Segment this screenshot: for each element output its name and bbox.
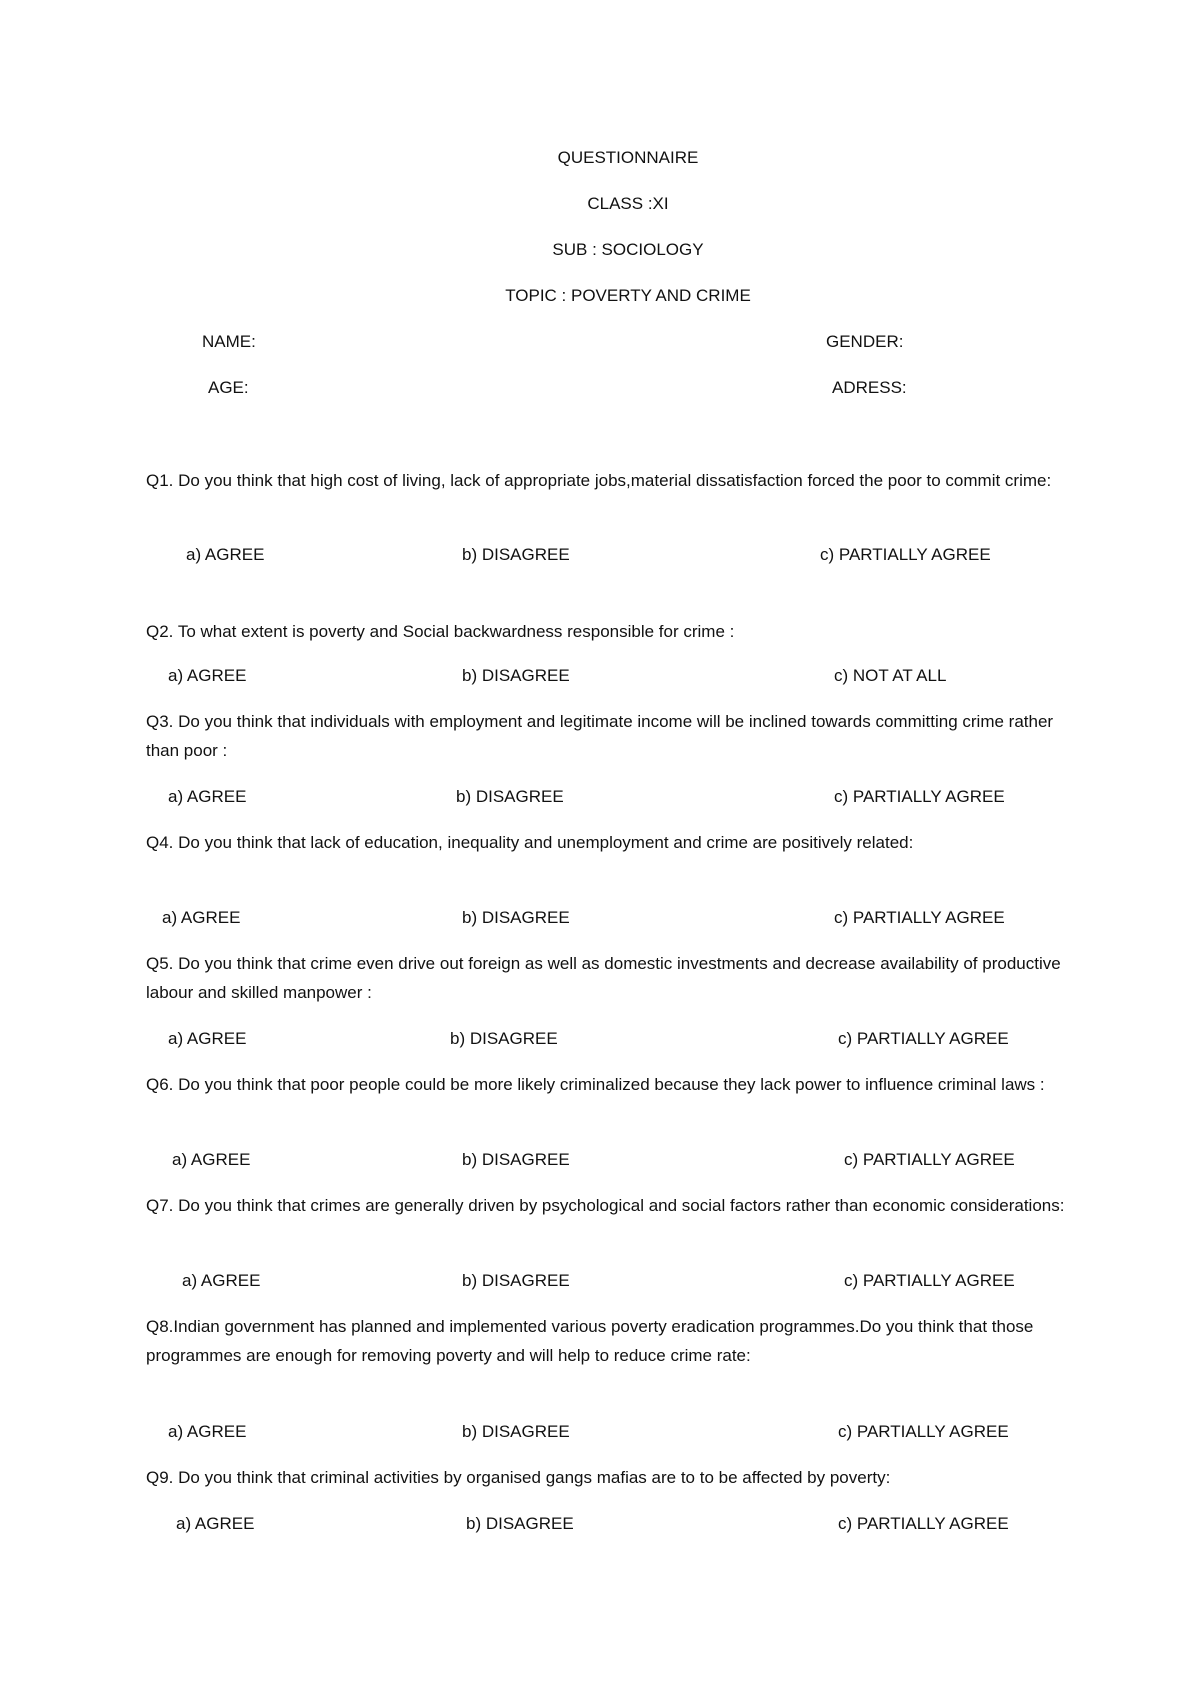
option-partially-agree[interactable]: c) PARTIALLY AGREE xyxy=(838,1029,1009,1048)
option-partially-agree[interactable]: c) PARTIALLY AGREE xyxy=(844,1150,1015,1169)
option-disagree[interactable]: b) DISAGREE xyxy=(456,787,564,806)
question-3-options xyxy=(0,787,1200,811)
question-text: Do you think that high cost of living, lack of appropriate jobs,material dissatisfaction forced the poor to commit crime: xyxy=(173,471,1052,490)
question-2 xyxy=(146,617,1066,646)
option-disagree[interactable]: b) DISAGREE xyxy=(462,666,570,685)
address-field-label: ADRESS: xyxy=(832,378,907,397)
question-text: Do you think that poor people could be more likely criminalized because they lack power to influence criminal laws : xyxy=(173,1075,1045,1094)
option-disagree[interactable]: b) DISAGREE xyxy=(462,908,570,927)
question-text: To what extent is poverty and Social backwardness responsible for crime : xyxy=(173,622,735,641)
question-text: Do you think that individuals with employment and legitimate income will be inclined towards committing crime rather than poor : xyxy=(146,712,1054,760)
question-9 xyxy=(146,1463,1066,1492)
option-partially-agree[interactable]: c) PARTIALLY AGREE xyxy=(834,908,1005,927)
question-5-options xyxy=(0,1029,1200,1053)
question-number: Q7. xyxy=(146,1196,174,1215)
question-text: Do you think that criminal activities by organised gangs mafias are to to be affected by poverty: xyxy=(173,1468,891,1487)
question-text: Indian government has planned and implemented various poverty eradication programmes.Do you think that those programmes are enough for removing poverty and will help to reduce crime rate: xyxy=(146,1317,1034,1365)
question-7-options xyxy=(0,1271,1200,1295)
question-6 xyxy=(146,1070,1066,1099)
question-1-options xyxy=(0,545,1200,569)
option-not-at-all[interactable]: c) NOT AT ALL xyxy=(834,666,947,685)
option-agree[interactable]: a) AGREE xyxy=(186,545,265,564)
option-disagree[interactable]: b) DISAGREE xyxy=(462,1271,570,1290)
question-number: Q8. xyxy=(146,1317,174,1336)
question-number: Q2. xyxy=(146,622,174,641)
option-partially-agree[interactable]: c) PARTIALLY AGREE xyxy=(838,1514,1009,1533)
option-agree[interactable]: a) AGREE xyxy=(172,1150,251,1169)
option-agree[interactable]: a) AGREE xyxy=(176,1514,255,1533)
option-disagree[interactable]: b) DISAGREE xyxy=(466,1514,574,1533)
question-number: Q9. xyxy=(146,1468,174,1487)
option-agree[interactable]: a) AGREE xyxy=(168,787,247,806)
question-text: Do you think that crime even drive out foreign as well as domestic investments and decrease availability of productive labour and skilled manpower : xyxy=(146,954,1061,1002)
question-number: Q1. xyxy=(146,471,174,490)
question-number: Q6. xyxy=(146,1075,174,1094)
gender-field-label: GENDER: xyxy=(826,332,904,351)
question-8 xyxy=(146,1312,1066,1370)
option-partially-agree[interactable]: c) PARTIALLY AGREE xyxy=(844,1271,1015,1290)
option-disagree[interactable]: b) DISAGREE xyxy=(450,1029,558,1048)
topic-label: TOPIC : POVERTY AND CRIME xyxy=(505,286,751,305)
question-text: Do you think that crimes are generally driven by psychological and social factors rather than economic considerations: xyxy=(173,1196,1065,1215)
question-9-options xyxy=(0,1514,1200,1538)
question-number: Q3. xyxy=(146,712,174,731)
option-agree[interactable]: a) AGREE xyxy=(168,666,247,685)
question-5 xyxy=(146,949,1066,1007)
name-field-label: NAME: xyxy=(202,332,256,351)
question-6-options xyxy=(0,1150,1200,1174)
question-8-options xyxy=(0,1422,1200,1446)
question-3 xyxy=(146,707,1066,765)
option-agree[interactable]: a) AGREE xyxy=(162,908,241,927)
option-partially-agree[interactable]: c) PARTIALLY AGREE xyxy=(834,787,1005,806)
question-number: Q5. xyxy=(146,954,174,973)
class-label: CLASS :XI xyxy=(587,194,669,213)
question-4-options xyxy=(0,908,1200,932)
option-partially-agree[interactable]: c) PARTIALLY AGREE xyxy=(820,545,991,564)
option-agree[interactable]: a) AGREE xyxy=(168,1422,247,1441)
question-2-options xyxy=(0,666,1200,690)
option-disagree[interactable]: b) DISAGREE xyxy=(462,1422,570,1441)
question-7 xyxy=(146,1191,1066,1220)
age-field-label: AGE: xyxy=(208,378,249,397)
option-disagree[interactable]: b) DISAGREE xyxy=(462,545,570,564)
option-disagree[interactable]: b) DISAGREE xyxy=(462,1150,570,1169)
option-partially-agree[interactable]: c) PARTIALLY AGREE xyxy=(838,1422,1009,1441)
option-agree[interactable]: a) AGREE xyxy=(182,1271,261,1290)
question-1 xyxy=(146,466,1066,495)
question-text: Do you think that lack of education, inequality and unemployment and crime are positively related: xyxy=(173,833,914,852)
question-number: Q4. xyxy=(146,833,174,852)
document-title: QUESTIONNAIRE xyxy=(557,148,699,167)
subject-label: SUB : SOCIOLOGY xyxy=(552,240,704,259)
option-agree[interactable]: a) AGREE xyxy=(168,1029,247,1048)
question-4 xyxy=(146,828,1066,857)
